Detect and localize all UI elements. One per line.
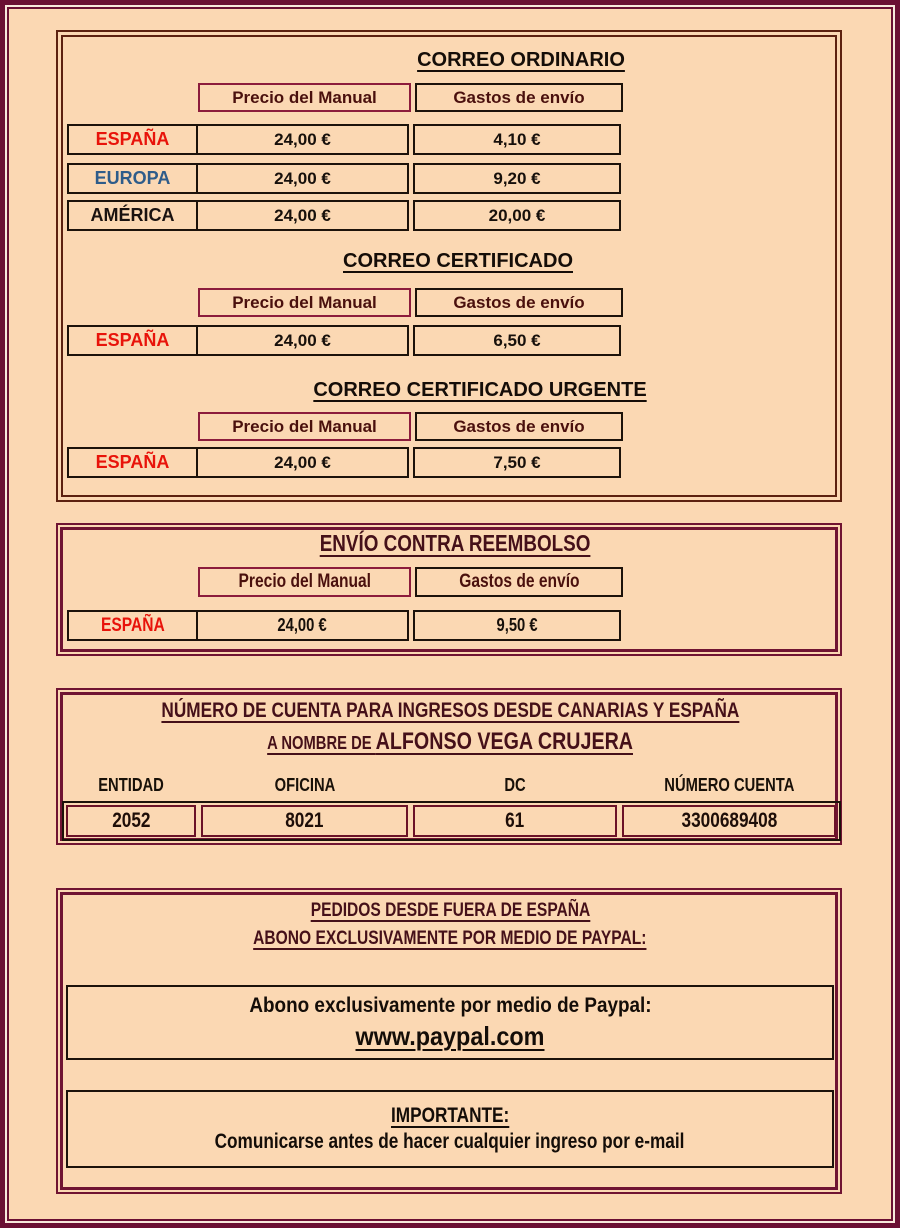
bank-field-labels — [66, 775, 837, 796]
row-precio-cell: 24,00 € — [196, 610, 409, 641]
row-precio-cell: 24,00 € — [196, 124, 409, 155]
header-row-reembolso — [198, 567, 623, 597]
paypal-payment-text: Abono exclusivamente por medio de Paypal: — [248, 993, 652, 1017]
header-cell-gastos: Gastos de envío — [415, 412, 623, 441]
table-row-espana-urgente — [67, 447, 621, 478]
bank-subtitle-prefix: A NOMBRE DE — [267, 733, 376, 753]
bank-values-row — [62, 801, 841, 841]
header-cell-gastos: Gastos de envío — [415, 83, 623, 112]
bank-subtitle — [0, 728, 900, 756]
table-row-espana-certificado — [67, 325, 621, 356]
header-cell-gastos: Gastos de envío — [415, 567, 623, 597]
table-row-espana-ordinario — [67, 124, 621, 155]
row-precio-cell: 24,00 € — [196, 200, 409, 231]
importante-title: IMPORTANTE: — [390, 1104, 510, 1127]
section-title-correo-certificado: CORREO CERTIFICADO — [343, 250, 573, 272]
row-gastos-cell: 6,50 € — [413, 325, 621, 356]
row-precio-cell: 24,00 € — [196, 163, 409, 194]
table-row-espana-reembolso — [67, 610, 621, 641]
importante-text: Comunicarse antes de hacer cualquier ingreso por e-mail — [215, 1130, 685, 1153]
paypal-url-link[interactable]: www.paypal.com — [355, 1020, 545, 1051]
bank-value-dc: 61 — [413, 805, 617, 837]
header-row-certificado — [198, 288, 623, 317]
table-row-europa-ordinario — [67, 163, 621, 194]
header-row-urgente — [198, 412, 623, 441]
row-gastos-cell: 20,00 € — [413, 200, 621, 231]
pedidos-title-line2: ABONO EXCLUSIVAMENTE POR MEDIO DE PAYPAL: — [253, 928, 647, 949]
bank-account-holder: ALFONSO VEGA CRUJERA — [375, 728, 633, 755]
bank-value-entidad: 2052 — [66, 805, 196, 837]
header-cell-precio: Precio del Manual — [198, 412, 411, 441]
section-title-correo-ordinario: CORREO ORDINARIO — [417, 49, 625, 71]
bank-label-oficina: OFICINA — [274, 775, 335, 795]
row-precio-cell: 24,00 € — [196, 325, 409, 356]
bank-title: NÚMERO DE CUENTA PARA INGRESOS DESDE CANARIAS Y ESPAÑA — [161, 699, 739, 722]
row-label-cell: ESPAÑA — [67, 610, 198, 641]
row-gastos-cell: 7,50 € — [413, 447, 621, 478]
section-title-reembolso: ENVÍO CONTRA REEMBOLSO — [319, 530, 591, 556]
header-cell-gastos: Gastos de envío — [415, 288, 623, 317]
row-label-cell: ESPAÑA — [67, 325, 198, 356]
row-label-cell: EUROPA — [67, 163, 198, 194]
section-title-certificado-urgente: CORREO CERTIFICADO URGENTE — [313, 379, 647, 401]
bank-value-oficina: 8021 — [201, 805, 408, 837]
bank-value-numero-cuenta: 3300689408 — [622, 805, 836, 837]
row-label-cell: ESPAÑA — [67, 124, 198, 155]
header-row-ordinario — [198, 83, 623, 112]
row-gastos-cell: 4,10 € — [413, 124, 621, 155]
table-row-america-ordinario — [67, 200, 621, 231]
importante-box — [66, 1090, 834, 1168]
pedidos-title-line1: PEDIDOS DESDE FUERA DE ESPAÑA — [310, 900, 590, 921]
paypal-payment-box — [66, 985, 834, 1060]
row-label-cell: ESPAÑA — [67, 447, 198, 478]
bank-label-entidad: ENTIDAD — [98, 775, 164, 795]
row-label-cell: AMÉRICA — [67, 200, 198, 231]
header-cell-precio: Precio del Manual — [198, 83, 411, 112]
bank-label-numero-cuenta: NÚMERO CUENTA — [663, 775, 795, 795]
row-gastos-cell: 9,50 € — [413, 610, 621, 641]
header-cell-precio: Precio del Manual — [198, 567, 411, 597]
row-gastos-cell: 9,20 € — [413, 163, 621, 194]
bank-label-dc: DC — [504, 775, 526, 795]
row-precio-cell: 24,00 € — [196, 447, 409, 478]
header-cell-precio: Precio del Manual — [198, 288, 411, 317]
